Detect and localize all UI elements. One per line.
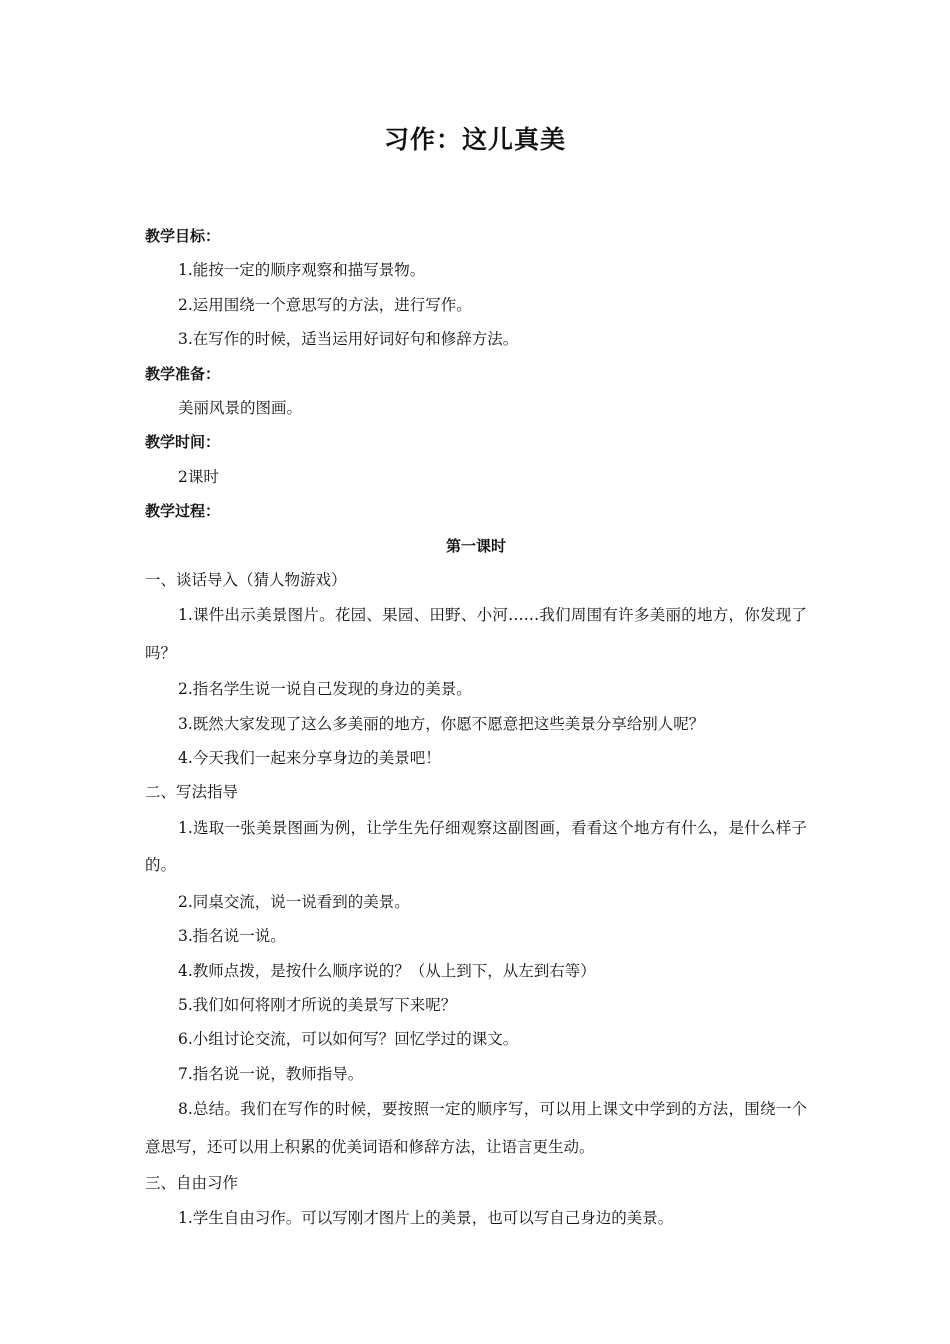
part2-item: 7.指名说一说，教师指导。 (178, 1064, 364, 1083)
page-title: 习作：这儿真美 (383, 125, 566, 154)
part2-item: 1.选取一张美景图画为例，让学生先仔细观察这副图画，看看这个地方有什么，是什么样子的。 (145, 818, 807, 875)
lesson-title: 第一课时 (445, 536, 506, 555)
part2-item: 6.小组讨论交流，可以如何写？回忆学过的课文。 (178, 1030, 519, 1049)
part2-item: 3.指名说一说。 (178, 927, 286, 946)
prep-text: 美丽风景的图画。 (178, 398, 303, 417)
part3-item: 1.学生自由习作。可以写刚才图片上的美景，也可以写自己身边的美景。 (178, 1208, 674, 1227)
part1-heading: 一、谈话导入（猜人物游戏） (145, 570, 347, 589)
goals-heading: 教学目标： (145, 227, 221, 245)
part1-item: 3.既然大家发现了这么多美丽的地方，你愿不愿意把这些美景分享给别人呢？ (178, 714, 705, 733)
part2-item: 4.教师点拨，是按什么顺序说的？（从上到下，从左到右等） (178, 961, 596, 980)
document-body (145, 219, 807, 1235)
part1-item: 4.今天我们一起来分享身边的美景吧！ (178, 749, 441, 768)
part1-item: 1.课件出示美景图片。花园、果园、田野、小河……我们周围有许多美丽的地方，你发现了吗？ (145, 606, 807, 662)
time-heading: 教学时间： (145, 433, 221, 452)
part2-heading: 二、写法指导 (145, 783, 239, 802)
process-heading: 教学过程： (145, 502, 221, 521)
part1-item: 2.指名学生说一说自己发现的身边的美景。 (178, 680, 472, 699)
prep-heading: 教学准备： (145, 364, 221, 383)
part3-heading: 三、自由习作 (145, 1174, 239, 1193)
part2-item: 8.总结。我们在写作的时候，要按照一定的顺序写，可以用上课文中学到的方法，围绕一个意思写，还可以用上积累的优美词语和修辞方法，让语言更生动。 (145, 1100, 807, 1156)
goal-item: 1.能按一定的顺序观察和描写景物。 (178, 261, 426, 280)
part2-item: 5.我们如何将刚才所说的美景写下来呢？ (178, 996, 457, 1015)
goal-item: 2.运用围绕一个意思写的方法，进行写作。 (178, 295, 472, 314)
goal-item: 3.在写作的时候，适当运用好词好句和修辞方法。 (178, 330, 519, 349)
part2-item: 2.同桌交流，说一说看到的美景。 (178, 892, 410, 911)
time-text: 2课时 (178, 467, 219, 486)
